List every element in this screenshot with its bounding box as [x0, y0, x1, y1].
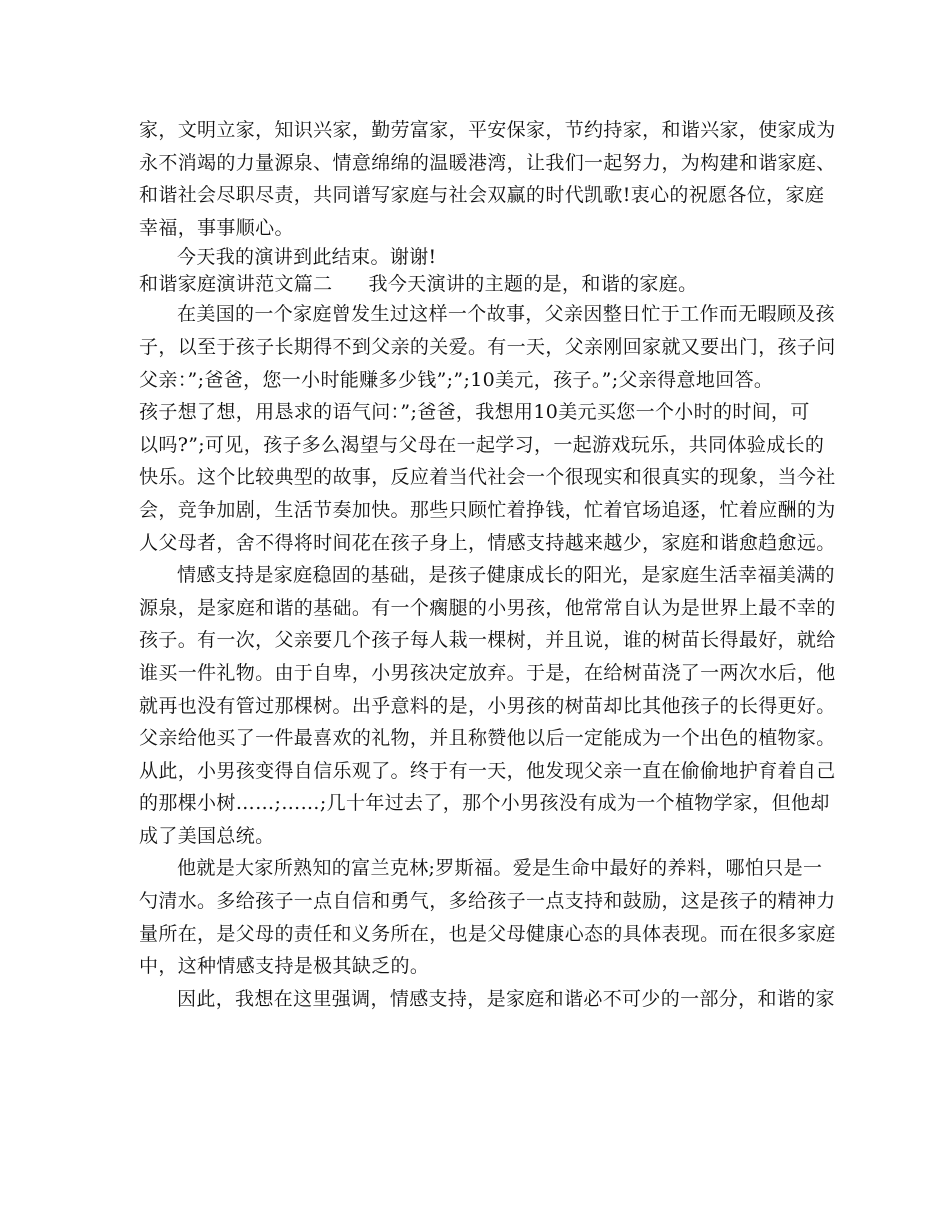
document-page — [139, 114, 836, 1015]
text-line: 家，文明立家，知识兴家，勤劳富家，平安保家，节约持家，和谐兴家，使家成为 — [139, 119, 836, 141]
text-line: 今天我的演讲到此结束。谢谢! — [177, 246, 437, 269]
text-line: 在美国的一个家庭曾发生过这样一个故事，父亲因整日忙于工作而无暇顾及孩 — [177, 303, 835, 326]
text-line: 量所在，是父母的责任和义务所在，也是父母健康心态的具体表现。而在很多家庭 — [139, 922, 836, 945]
text-line: 父亲给他买了一件最喜欢的礼物，并且称赞他以后一定能成为一个出色的植物家。 — [139, 727, 836, 750]
text-line: 他就是大家所熟知的富兰克林;罗斯福。爱是生命中最好的养料，哪怕只是一 — [177, 857, 823, 880]
text-line: 从此，小男孩变得自信乐观了。终于有一天，他发现父亲一直在偷偷地护育着自己 — [139, 759, 836, 782]
text-line: 情感支持是家庭稳固的基础，是孩子健康成长的阳光，是家庭生活幸福美满的 — [177, 564, 835, 587]
text-line: 幸福，事事顺心。 — [139, 216, 294, 239]
text-line: 就再也没有管过那棵树。出乎意料的是，小男孩的树苗却比其他孩子的长得更好。 — [139, 694, 836, 717]
text-line: 永不消竭的力量源泉、情意绵绵的温暖港湾，让我们一起努力，为构建和谐家庭、 — [139, 151, 836, 174]
text-line: 因此，我想在这里强调，情感支持，是家庭和谐必不可少的一部分，和谐的家 — [177, 987, 835, 1010]
text-line: 的那棵小树……;……;几十年过去了，那个小男孩没有成为一个植物学家，但他却 — [139, 792, 830, 815]
section-heading-line — [139, 271, 815, 298]
text-line: 源泉，是家庭和谐的基础。有一个瘸腿的小男孩，他常常自认为是世界上最不幸的 — [139, 596, 836, 619]
text-line: 孩子想了想，用恳求的语气问：”;爸爸，我想用10美元买您一个小时的时间，可 — [139, 401, 810, 424]
text-line: 父亲：”;爸爸，您一小时能赚多少钱”;”;10美元，孩子。”;父亲得意地回答。 — [139, 368, 774, 391]
text-line: 中，这种情感支持是极其缺乏的。 — [139, 955, 430, 978]
text-line: 人父母者，舍不得将时间花在孩子身上，情感支持越来越少，家庭和谐愈趋愈远。 — [139, 531, 836, 554]
text-line: 勺清水。多给孩子一点自信和勇气，多给孩子一点支持和鼓励，这是孩子的精神力 — [139, 890, 836, 913]
text-line: 会，竞争加剧，生活节奏加快。那些只顾忙着挣钱，忙着官场追逐，忙着应酬的为 — [139, 498, 836, 521]
text-line: 谁买一件礼物。由于自卑，小男孩决定放弃。于是，在给树苗浇了一两次水后，他 — [139, 661, 836, 684]
section-title: 和谐家庭演讲范文篇二 — [139, 273, 333, 296]
text-line: 孩子。有一次，父亲要几个孩子每人栽一棵树，并且说，谁的树苗长得最好，就给 — [139, 629, 836, 652]
text-line: 快乐。这个比较典型的故事，反应着当代社会一个很现实和很真实的现象，当今社 — [139, 466, 836, 489]
text-line: 成了美国总统。 — [139, 824, 275, 847]
text-line: 以吗?”;可见，孩子多么渴望与父母在一起学习，一起游戏玩乐，共同体验成长的 — [139, 433, 825, 456]
text-line: 子，以至于孩子长期得不到父亲的关爱。有一天，父亲刚回家就又要出门，孩子问 — [139, 335, 836, 358]
text-line: 和谐社会尽职尽责，共同谱写家庭与社会双赢的时代凯歌!衷心的祝愿各位，家庭 — [139, 184, 825, 207]
section-opening: 我今天演讲的主题的是，和谐的家庭。 — [368, 273, 698, 296]
